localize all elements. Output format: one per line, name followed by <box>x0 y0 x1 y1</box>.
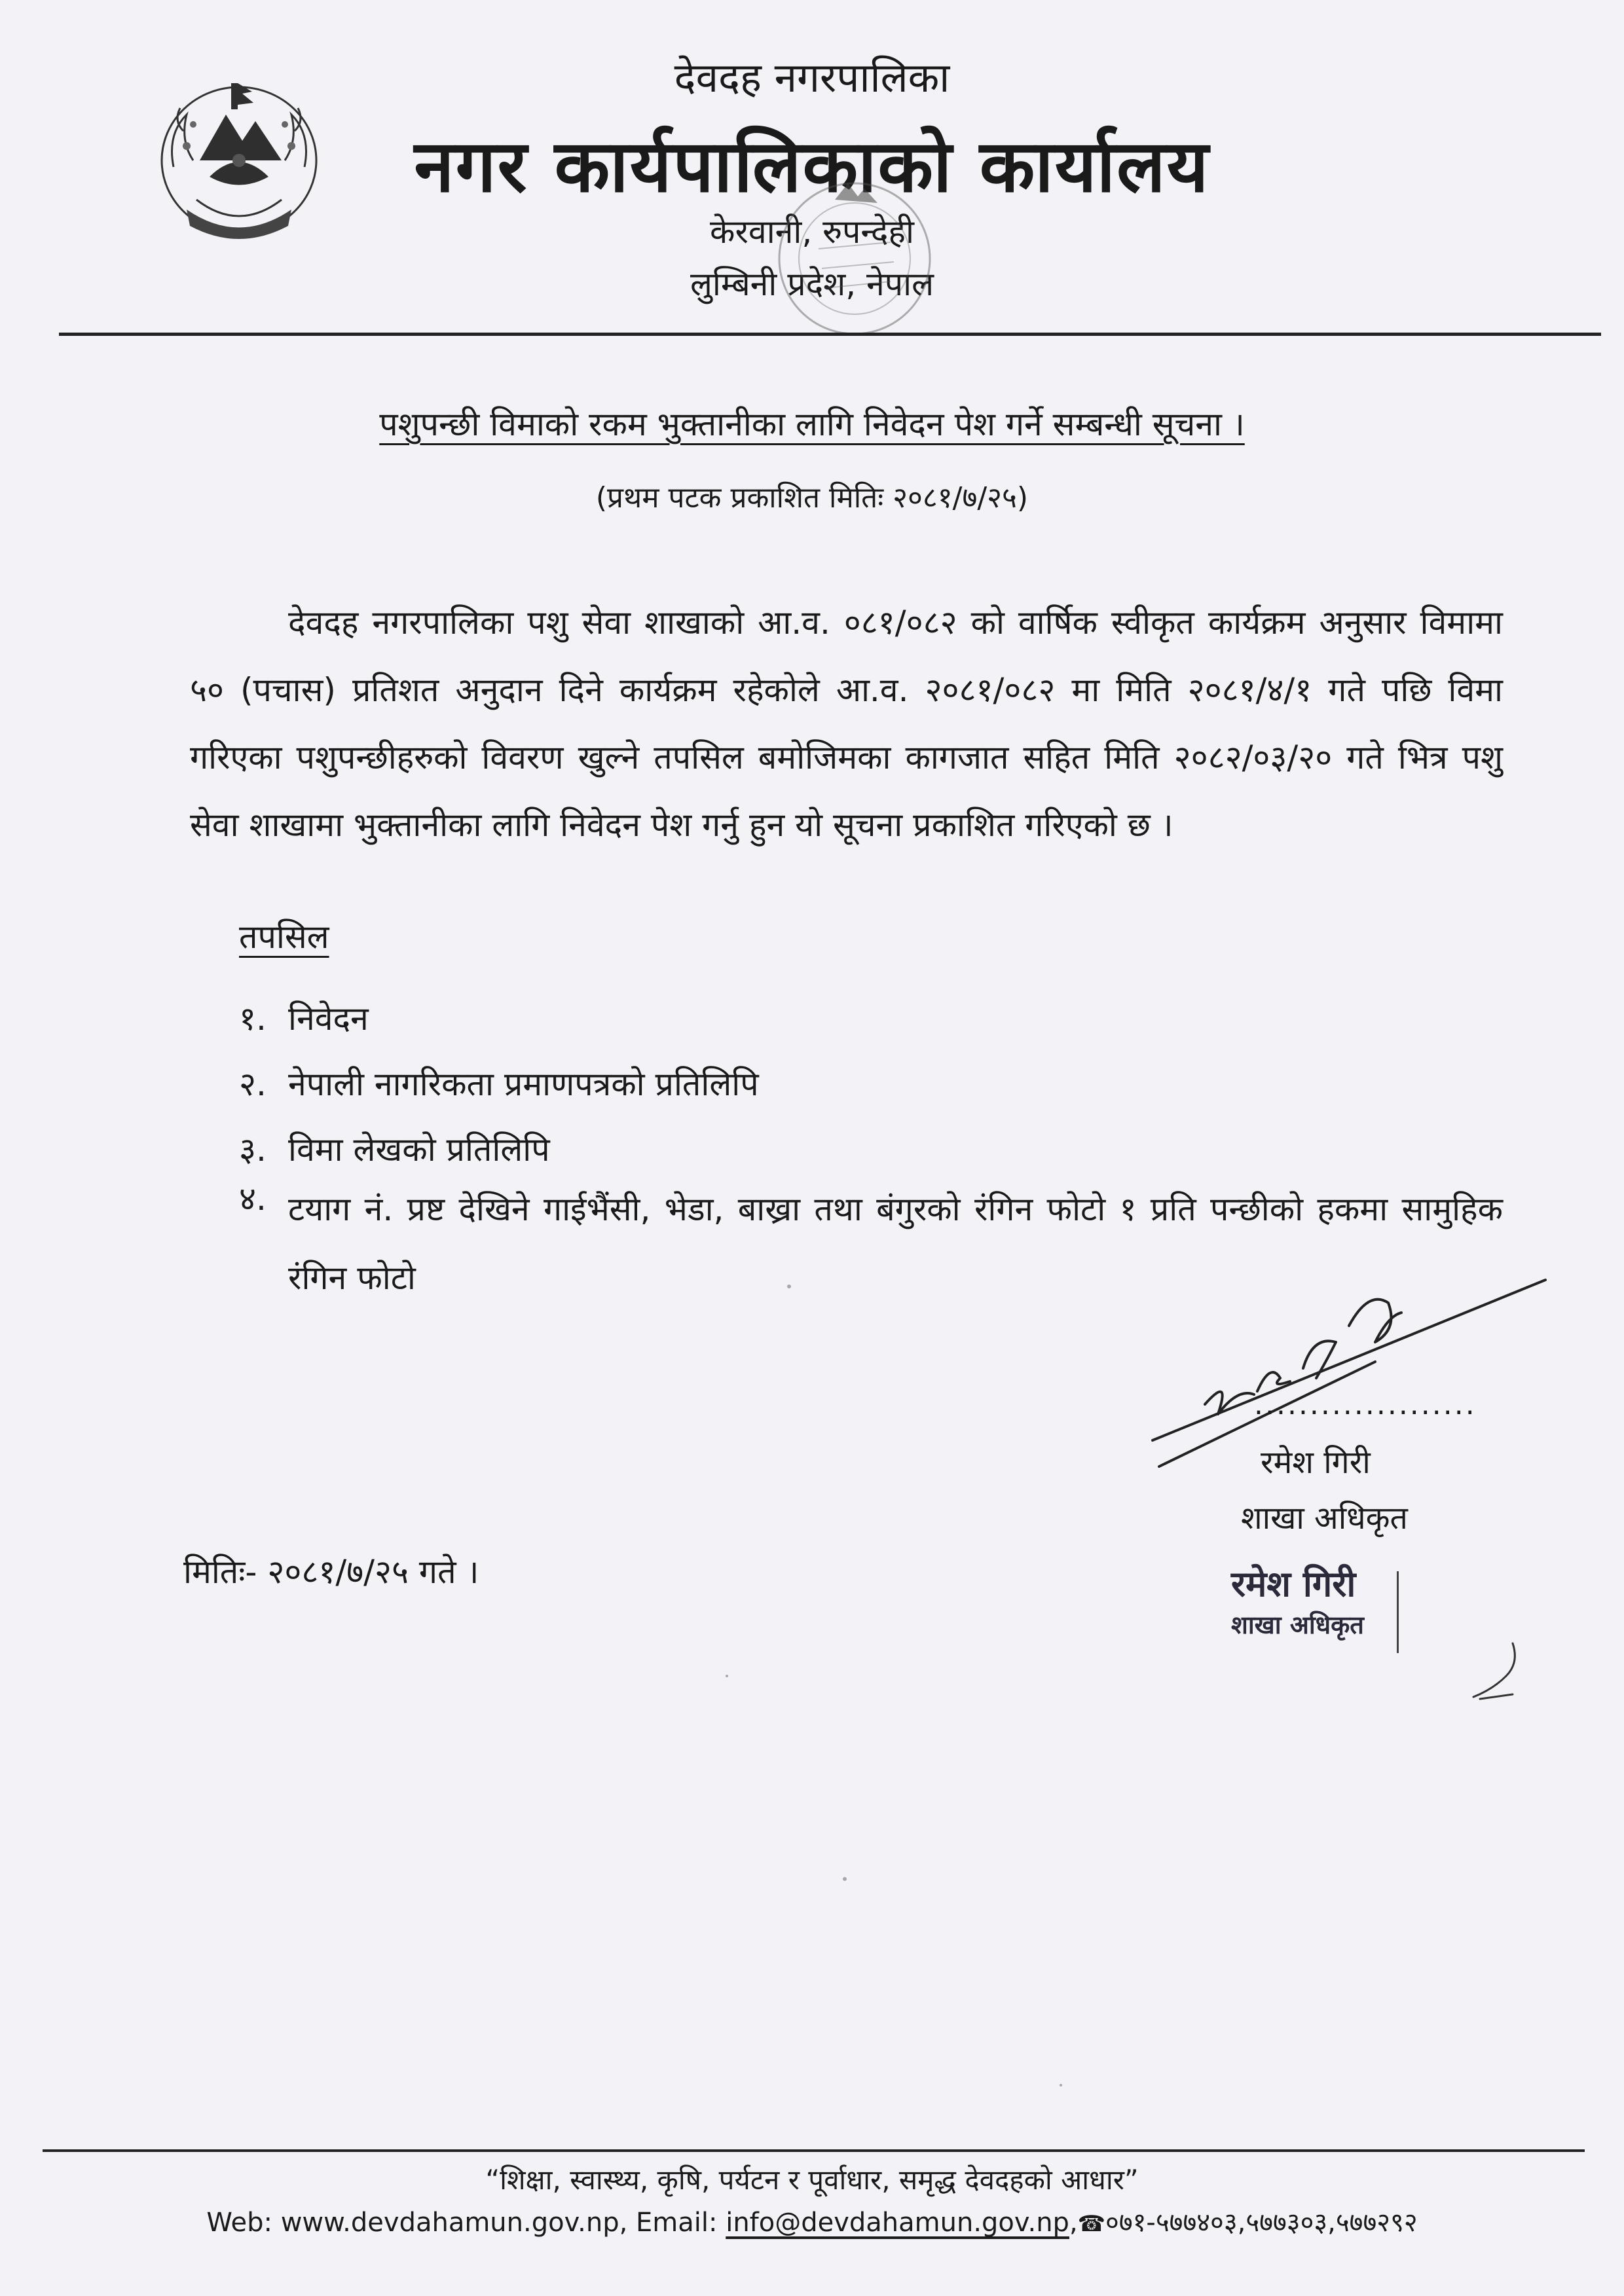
footer-contact <box>0 2203 1624 2239</box>
signer-title: शाखा अधिकृत <box>1241 1500 1408 1537</box>
office-seal-stamp <box>766 170 943 347</box>
notice-title-text: पशुपन्छी विमाको रकम भुक्तानीका लागि निवेदन पेश गर्ने सम्बन्धी सूचना । <box>379 405 1245 443</box>
list-item-number: ४. <box>239 1180 267 1218</box>
published-date: (प्रथम पटक प्रकाशित मितिः २०८१/७/२५) <box>595 481 1029 515</box>
stamp-bar <box>1397 1571 1399 1653</box>
stamp-signer-title: शाखा अधिकृत <box>1231 1611 1364 1639</box>
phone-icon: ☎ <box>1077 2211 1106 2237</box>
list-item: टयाग नं. प्रष्ट देखिने गाईभैंसी, भेडा, बाख्रा तथा बंगुरको रंगिन फोटो १ प्रति पन्छीको हकमा सामुहिक रंगिन फोटो <box>288 1190 1503 1297</box>
header-divider <box>59 333 1601 336</box>
office-name: नगर कार्यपालिकाको कार्यालय <box>414 124 1210 208</box>
details-heading: तपसिल <box>239 918 329 956</box>
footer-divider <box>43 2149 1585 2152</box>
list-item: निवेदन <box>288 1000 369 1038</box>
issue-date: मितिः- २०८१/७/२५ गते । <box>183 1553 479 1591</box>
footer-web-label: Web: www.devdahamun.gov.np, Email: <box>206 2208 726 2238</box>
list-item-number: २. <box>239 1065 267 1103</box>
list-item-number: ३. <box>239 1131 267 1169</box>
address-line-1: केरवानी, रुपन्देही <box>710 213 914 251</box>
list-item-number: १. <box>239 1000 267 1038</box>
stamp-signer-name: रमेश गिरी <box>1231 1563 1356 1605</box>
footer-separator: , <box>1069 2208 1078 2238</box>
list-item: विमा लेखको प्रतिलिपि <box>288 1131 550 1169</box>
footer-slogan: “शिक्षा, स्वास्थ्य, कृषि, पर्यटन र पूर्वाधार, समृद्ध देवदहको आधार” <box>485 2164 1139 2196</box>
notice-title <box>0 401 1624 445</box>
notice-body: देवदह नगरपालिका पशु सेवा शाखाको आ.व. ०८१/०८२ को वार्षिक स्वीकृत कार्यक्रम अनुसार विमामा ५० (पचास) प्रतिशत अनुदान दिने कार्यक्रम रहेकोले आ.व. २०८१/०८२ मा मिति २०८१/४/१ गते पछि विमा गरिएका पशुपन्छीहरुको विवरण खुल्ने तपसिल बमोजिमका कागजात सहित मिति २०८२/०३/२० गते भित्र पशु सेवा शाखामा भुक्तानीका लागि निवेदन पेश गर्नु हुन यो सूचना प्रकाशित गरिएको छ । <box>190 604 1504 844</box>
footer-phones: ०७१-५७७४०३,५७७३०३,५७७२९२ <box>1105 2208 1418 2238</box>
ink-mark <box>1467 1637 1526 1709</box>
list-item: नेपाली नागरिकता प्रमाणपत्रको प्रतिलिपि <box>288 1065 759 1103</box>
municipality-name: देवदह नगरपालिका <box>674 54 950 101</box>
signature-dots: .................... <box>1254 1388 1477 1421</box>
signer-name: रमेश गिरी <box>1261 1444 1371 1481</box>
email-link[interactable]: info@devdahamun.gov.np <box>726 2208 1069 2238</box>
address-line-2: लुम्बिनी प्रदेश, नेपाल <box>690 265 934 303</box>
